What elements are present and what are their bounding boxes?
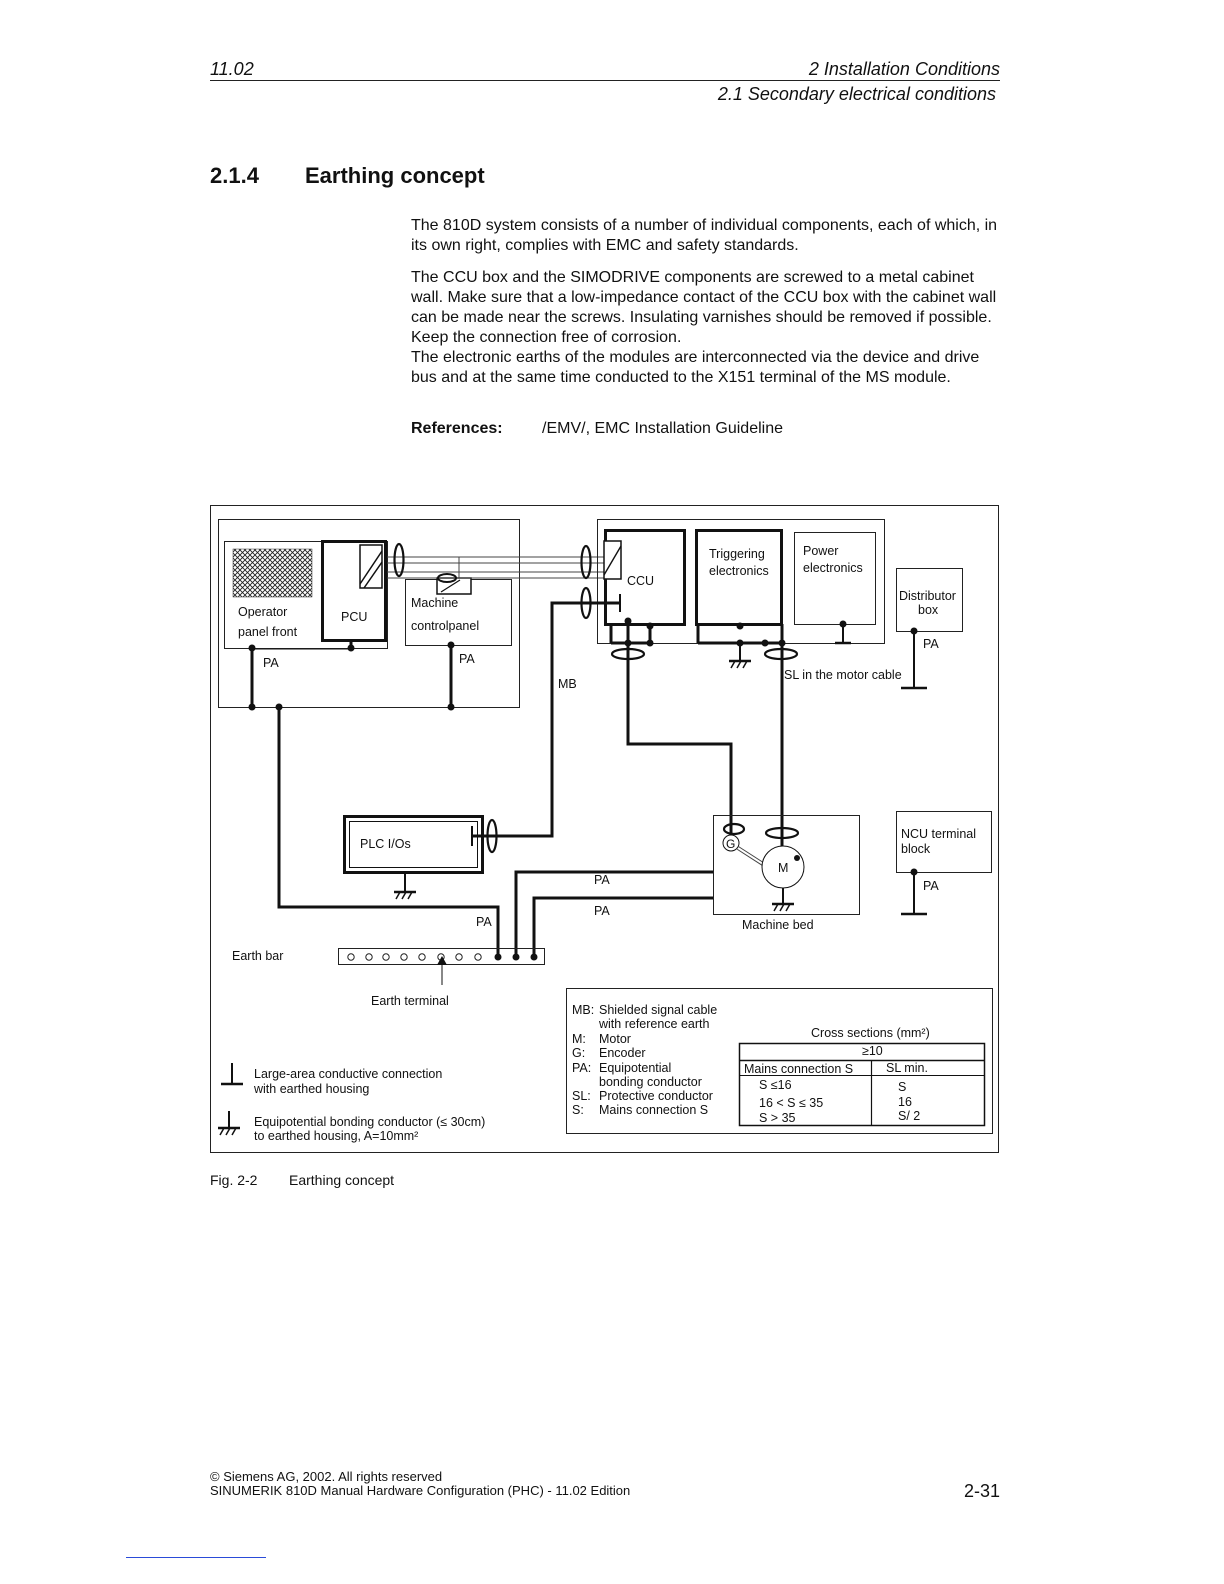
abbr-s-key: S:: [572, 1103, 584, 1117]
pa-label-earth-bar: PA: [476, 915, 492, 929]
mb-label: MB: [558, 677, 577, 691]
cross-min: ≥10: [862, 1044, 883, 1058]
operator-panel-label-2: panel front: [238, 625, 298, 639]
paragraph-1: The 810D system consists of a number of individual components, each of which, in its own right, complies with EMC and safety standards.: [411, 217, 998, 254]
row-3-sl: S/ 2: [898, 1109, 921, 1123]
row-1-s: S ≤16: [759, 1078, 792, 1092]
legend-equip-1: Equipotential bonding conductor (≤ 30cm): [254, 1115, 486, 1129]
row-2-s: 16 < S ≤ 35: [759, 1096, 824, 1110]
power-label-2: electronics: [803, 561, 863, 575]
footer-document: SINUMERIK 810D Manual Hardware Configuration (PHC) - 11.02 Edition: [210, 1483, 631, 1498]
abbr-pa-2: bonding conductor: [599, 1075, 702, 1089]
earthing-concept-diagram: [210, 505, 1000, 1154]
abbr-pa-key: PA:: [572, 1061, 592, 1075]
operator-panel-label-1: Operator: [238, 605, 288, 619]
pa-label-bed-2: PA: [594, 904, 610, 918]
power-label-1: Power: [803, 544, 839, 558]
header-section: 2.1 Secondary electrical conditions: [717, 84, 996, 104]
earth-bar-label: Earth bar: [232, 949, 284, 963]
ncu-label-2: block: [901, 842, 931, 856]
row-3-s: S > 35: [759, 1111, 796, 1125]
earth-terminal-label: Earth terminal: [371, 994, 449, 1008]
abbr-mb-key: MB:: [572, 1003, 595, 1017]
encoder-label: G: [726, 837, 736, 851]
abbr-g-key: G:: [572, 1046, 586, 1060]
abbr-mb-1: Shielded signal cable: [599, 1003, 718, 1017]
pa-label-bed-1: PA: [594, 873, 610, 887]
references-value: /EMV/, EMC Installation Guideline: [542, 420, 783, 437]
abbr-sl: Protective conductor: [599, 1089, 713, 1103]
col-sl-header: SL min.: [886, 1061, 928, 1075]
abbr-m-key: M:: [572, 1032, 586, 1046]
pcu-label: PCU: [341, 610, 368, 624]
legend-large-area-1: Large-area conductive connection: [254, 1067, 443, 1081]
abbr-mb-2: with reference earth: [599, 1017, 710, 1031]
abbr-g: Encoder: [599, 1046, 646, 1060]
machine-bed-label: Machine bed: [742, 918, 814, 932]
triggering-label-1: Triggering: [709, 547, 765, 561]
cross-sections-title: Cross sections (mm²): [811, 1026, 930, 1040]
operator-panel-screen: [233, 549, 312, 597]
sl-motor-cable-label: SL in the motor cable: [784, 668, 902, 682]
page-number: 2-31: [963, 1481, 1000, 1501]
distributor-label-1: Distributor: [899, 589, 956, 603]
machine-cp-label-2: controlpanel: [411, 619, 480, 633]
figure-number: Fig. 2-2: [210, 1172, 258, 1188]
col-mains-header: Mains connection S: [744, 1062, 854, 1076]
pa-label-mcp: PA: [459, 652, 475, 666]
pa-label-operator: PA: [263, 656, 279, 670]
abbr-pa-1: Equipotential: [599, 1061, 672, 1075]
ncu-label-1: NCU terminal: [901, 827, 977, 841]
figure-title: Earthing concept: [289, 1172, 395, 1188]
section-number: 2.1.4: [210, 163, 259, 188]
motor-label: M: [778, 861, 789, 875]
ccu-label: CCU: [627, 574, 655, 588]
footer-copyright: © Siemens AG, 2002. All rights reserved: [210, 1469, 443, 1484]
distributor-label-2: box: [918, 603, 939, 617]
row-2-sl: 16: [898, 1095, 912, 1109]
plc-label: PLC I/Os: [360, 837, 411, 851]
legend-equip-2: to earthed housing, A=10mm²: [254, 1129, 419, 1143]
paragraph-2: The CCU box and the SIMODRIVE components are screwed to a metal cabinet wall. Make sure that a low-impedance contact of the CCU box with the cabinet wall can be made near the screws. Insulating varnishes should be removed if possible. Keep the connection free of corrosion.: [411, 269, 997, 346]
header-date: 11.02: [210, 59, 254, 79]
footer-link-line: [126, 1557, 266, 1558]
abbr-sl-key: SL:: [572, 1089, 591, 1103]
references-label: References:: [411, 420, 503, 437]
pa-label-ncu: PA: [923, 879, 939, 893]
row-1-sl: S: [898, 1080, 907, 1094]
pa-label-distributor: PA: [923, 637, 939, 651]
section-title: Earthing concept: [305, 163, 485, 188]
legend-large-area-2: with earthed housing: [254, 1082, 370, 1096]
abbr-s: Mains connection S: [599, 1103, 709, 1117]
abbr-m: Motor: [599, 1032, 631, 1046]
header-rule: [210, 80, 1000, 81]
paragraph-3: The electronic earths of the modules are interconnected via the device and drive bus and at the same time conducted to the X151 terminal of the MS module.: [411, 349, 980, 386]
header-chapter: 2 Installation Conditions: [808, 59, 1000, 79]
triggering-label-2: electronics: [709, 564, 769, 578]
machine-cp-label-1: Machine: [411, 596, 459, 610]
